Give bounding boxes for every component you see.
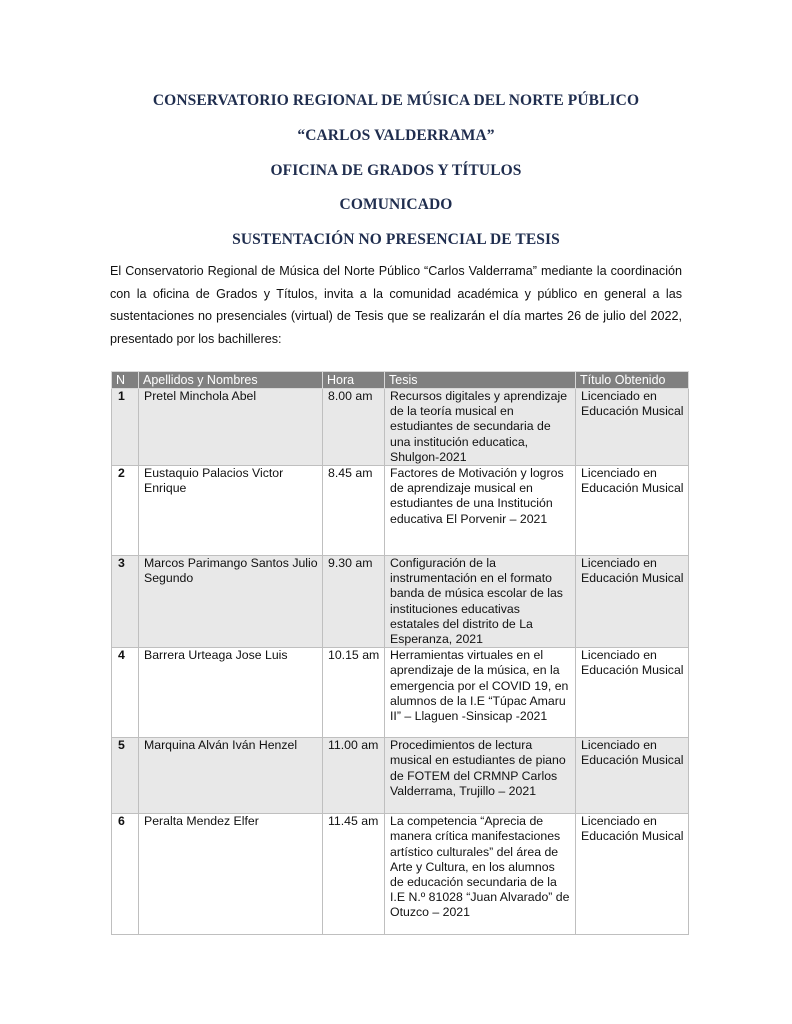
row-number: 4 xyxy=(112,648,139,738)
office-heading: OFICINA DE GRADOS Y TÍTULOS xyxy=(270,162,522,179)
row-name: Peralta Mendez Elfer xyxy=(139,814,323,935)
row-hora: 11.45 am xyxy=(323,814,385,935)
col-header-n: N xyxy=(112,372,139,389)
row-number: 5 xyxy=(112,738,139,814)
row-number: 1 xyxy=(112,389,139,466)
row-hora: 9.30 am xyxy=(323,556,385,648)
col-header-hora: Hora xyxy=(323,372,385,389)
row-titulo: Licenciado en Educación Musical xyxy=(576,814,689,935)
row-name: Eustaquio Palacios Victor Enrique xyxy=(139,466,323,556)
col-header-tesis: Tesis xyxy=(385,372,576,389)
table-row xyxy=(112,648,689,738)
row-name: Marcos Parimango Santos Julio Segundo xyxy=(139,556,323,648)
row-tesis: Herramientas virtuales en el aprendizaje de la música, en la emergencia por el COVID 19, en alumnos de la I.E “Túpac Amaru II” – Llaguen -Sinsicap -2021 xyxy=(385,648,576,738)
row-tesis: Configuración de la instrumentación en el formato banda de música escolar de las instituciones educativas estatales del distrito de La Esperanza, 2021 xyxy=(385,556,576,648)
row-titulo: Licenciado en Educación Musical xyxy=(576,466,689,556)
row-titulo: Licenciado en Educación Musical xyxy=(576,648,689,738)
table-row xyxy=(112,466,689,556)
col-header-name: Apellidos y Nombres xyxy=(139,372,323,389)
intro-paragraph: El Conservatorio Regional de Música del Norte Público “Carlos Valderrama” mediante la coordinación con la oficina de Grados y Títulos, invita a la comunidad académica y público en general a las sustentaciones no presenciales (virtual) de Tesis que se realizarán el día martes 26 de julio del 2022, presentado por los bachilleres: xyxy=(110,264,682,346)
row-name: Pretel Minchola Abel xyxy=(139,389,323,466)
notice-heading: COMUNICADO xyxy=(339,196,453,213)
table-row xyxy=(112,556,689,648)
table-header-row xyxy=(112,372,689,389)
row-tesis: Factores de Motivación y logros de aprendizaje musical en estudiantes de una Institución educativa El Porvenir – 2021 xyxy=(385,466,576,556)
row-titulo: Licenciado en Educación Musical xyxy=(576,738,689,814)
row-name: Marquina Alván Iván Henzel xyxy=(139,738,323,814)
row-number: 2 xyxy=(112,466,139,556)
thesis-table xyxy=(111,371,689,935)
row-tesis: La competencia “Aprecia de manera crítica manifestaciones artístico culturales” del área de Arte y Cultura, en los alumnos de educación secundaria de la I.E N.º 81028 “Juan Alvarado” de Otuzco – 2021 xyxy=(385,814,576,935)
row-tesis: Procedimientos de lectura musical en estudiantes de piano de FOTEM del CRMNP Carlos Valderrama, Trujillo – 2021 xyxy=(385,738,576,814)
row-titulo: Licenciado en Educación Musical xyxy=(576,389,689,466)
row-hora: 10.15 am xyxy=(323,648,385,738)
table-row xyxy=(112,814,689,935)
row-titulo: Licenciado en Educación Musical xyxy=(576,556,689,648)
row-number: 6 xyxy=(112,814,139,935)
row-hora: 8.45 am xyxy=(323,466,385,556)
row-tesis: Recursos digitales y aprendizaje de la teoría musical en estudiantes de secundaria de una institución educatica, Shulgon-2021 xyxy=(385,389,576,466)
table-row xyxy=(112,738,689,814)
row-hora: 8.00 am xyxy=(323,389,385,466)
row-number: 3 xyxy=(112,556,139,648)
institution-heading: CONSERVATORIO REGIONAL DE MÚSICA DEL NORTE PÚBLICO xyxy=(152,92,640,109)
row-name: Barrera Urteaga Jose Luis xyxy=(139,648,323,738)
col-header-titulo: Título Obtenido xyxy=(576,372,689,389)
row-hora: 11.00 am xyxy=(323,738,385,814)
institution-name-heading: “CARLOS VALDERRAMA” xyxy=(297,127,495,144)
subject-heading: SUSTENTACIÓN NO PRESENCIAL DE TESIS xyxy=(232,231,560,248)
table-row xyxy=(112,389,689,466)
